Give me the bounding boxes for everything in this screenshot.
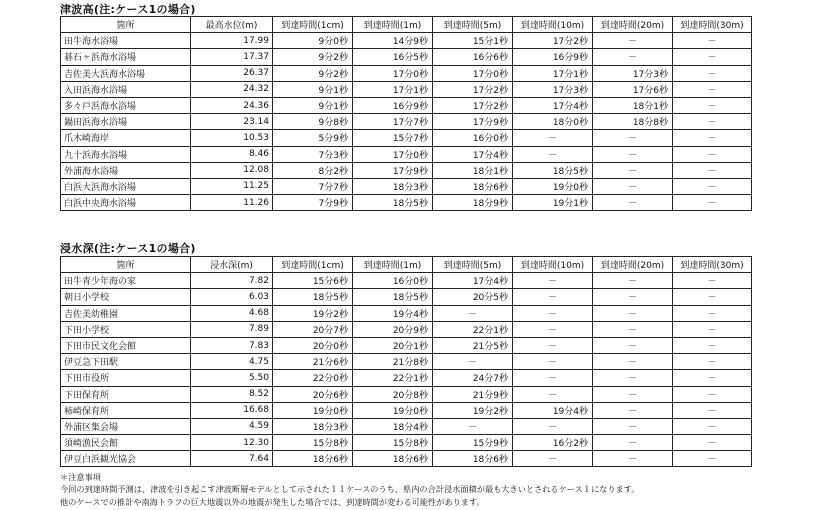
table-row	[61, 81, 752, 97]
arrival-time-cell: 17分6秒	[593, 81, 673, 97]
column-header: 到達時間(1m)	[353, 257, 433, 273]
arrival-time-cell: 17分3秒	[513, 81, 593, 97]
column-header: 到達時間(10m)	[513, 257, 593, 273]
arrival-time-cell: 17分9秒	[353, 162, 433, 178]
arrival-time-cell: 20分7秒	[273, 321, 353, 337]
table-row	[61, 386, 752, 402]
arrival-time-cell: 9分2秒	[273, 49, 353, 65]
arrival-time-cell: 15分1秒	[433, 33, 513, 49]
arrival-time-cell: －	[593, 386, 673, 402]
arrival-time-cell: 21分5秒	[433, 337, 513, 353]
arrival-time-cell: 15分6秒	[273, 273, 353, 289]
place-name-cell: 下田小学校	[61, 321, 191, 337]
level-value-cell: 4.68	[191, 305, 273, 321]
place-name-cell: 鍋田浜海水浴場	[61, 114, 191, 130]
arrival-time-cell: 18分3秒	[353, 178, 433, 194]
arrival-time-cell: －	[673, 273, 752, 289]
level-value-cell: 6.03	[191, 289, 273, 305]
arrival-time-cell: －	[513, 289, 593, 305]
arrival-time-cell: 9分1秒	[273, 81, 353, 97]
table-header-row	[61, 257, 752, 273]
arrival-time-cell: 15分8秒	[273, 435, 353, 451]
arrival-time-cell: 17分0秒	[353, 146, 433, 162]
level-value-cell: 11.26	[191, 195, 273, 211]
table-row	[61, 451, 752, 467]
arrival-time-cell: 17分2秒	[433, 81, 513, 97]
arrival-time-cell: －	[513, 370, 593, 386]
arrival-time-cell: 16分5秒	[353, 49, 433, 65]
arrival-time-cell: 18分5秒	[273, 289, 353, 305]
level-value-cell: 7.82	[191, 273, 273, 289]
notes-line: 他のケースでの推計や南海トラフの巨大地震以外の地震が発生した場合では、到達時間が変わる可能性があります。	[60, 496, 485, 507]
column-header: 浸水深(m)	[191, 257, 273, 273]
table-row	[61, 114, 752, 130]
arrival-time-cell: －	[673, 178, 752, 194]
arrival-time-cell: 17分9秒	[433, 114, 513, 130]
arrival-time-cell: －	[673, 354, 752, 370]
tsunami-height-table	[60, 16, 752, 211]
place-name-cell: 九十浜海水浴場	[61, 146, 191, 162]
level-value-cell: 17.99	[191, 33, 273, 49]
arrival-time-cell: 20分5秒	[433, 289, 513, 305]
arrival-time-cell: －	[673, 97, 752, 113]
inundation-depth-table	[60, 256, 752, 467]
column-header: 最高水位(m)	[191, 17, 273, 33]
column-header: 到達時間(10m)	[513, 17, 593, 33]
arrival-time-cell: －	[593, 130, 673, 146]
arrival-time-cell: 18分9秒	[433, 195, 513, 211]
arrival-time-cell: －	[433, 354, 513, 370]
place-name-cell: 多々戸浜海水浴場	[61, 97, 191, 113]
table-row	[61, 418, 752, 434]
arrival-time-cell: －	[433, 418, 513, 434]
tsunami-height-title: 津波高(注:ケース1の場合)	[60, 3, 196, 16]
arrival-time-cell: －	[433, 305, 513, 321]
arrival-time-cell: 20分8秒	[353, 386, 433, 402]
column-header: 到達時間(20m)	[593, 17, 673, 33]
arrival-time-cell: 18分4秒	[353, 418, 433, 434]
arrival-time-cell: 21分9秒	[433, 386, 513, 402]
level-value-cell: 5.50	[191, 370, 273, 386]
arrival-time-cell: －	[673, 386, 752, 402]
arrival-time-cell: －	[673, 81, 752, 97]
place-name-cell: 外浦海水浴場	[61, 162, 191, 178]
table-row	[61, 321, 752, 337]
arrival-time-cell: 19分1秒	[513, 195, 593, 211]
arrival-time-cell: 18分1秒	[433, 162, 513, 178]
table-row	[61, 370, 752, 386]
place-name-cell: 伊豆急下田駅	[61, 354, 191, 370]
arrival-time-cell: 15分8秒	[353, 435, 433, 451]
level-value-cell: 8.46	[191, 146, 273, 162]
arrival-time-cell: －	[673, 305, 752, 321]
arrival-time-cell: －	[673, 337, 752, 353]
arrival-time-cell: －	[673, 130, 752, 146]
arrival-time-cell: －	[513, 418, 593, 434]
table-row	[61, 195, 752, 211]
column-header: 到達時間(1cm)	[273, 17, 353, 33]
place-name-cell: 入田浜海水浴場	[61, 81, 191, 97]
level-value-cell: 10.53	[191, 130, 273, 146]
arrival-time-cell: 19分2秒	[273, 305, 353, 321]
arrival-time-cell: －	[593, 354, 673, 370]
arrival-time-cell: 17分0秒	[353, 65, 433, 81]
arrival-time-cell: －	[593, 178, 673, 194]
arrival-time-cell: 9分2秒	[273, 65, 353, 81]
arrival-time-cell: 21分8秒	[353, 354, 433, 370]
arrival-time-cell: 17分1秒	[353, 81, 433, 97]
arrival-time-cell: －	[673, 321, 752, 337]
table-header-row	[61, 17, 752, 33]
place-name-cell: 下田市役所	[61, 370, 191, 386]
arrival-time-cell: 16分9秒	[513, 49, 593, 65]
column-header: 箇所	[61, 257, 191, 273]
arrival-time-cell: 20分6秒	[273, 386, 353, 402]
column-header: 到達時間(30m)	[673, 17, 752, 33]
arrival-time-cell: 16分6秒	[433, 49, 513, 65]
level-value-cell: 8.52	[191, 386, 273, 402]
arrival-time-cell: －	[513, 354, 593, 370]
arrival-time-cell: －	[673, 162, 752, 178]
arrival-time-cell: －	[513, 130, 593, 146]
arrival-time-cell: 17分3秒	[593, 65, 673, 81]
arrival-time-cell: 17分4秒	[513, 97, 593, 113]
level-value-cell: 26.37	[191, 65, 273, 81]
arrival-time-cell: －	[673, 49, 752, 65]
level-value-cell: 17.37	[191, 49, 273, 65]
table-row	[61, 435, 752, 451]
arrival-time-cell: －	[513, 305, 593, 321]
level-value-cell: 4.75	[191, 354, 273, 370]
arrival-time-cell: －	[513, 386, 593, 402]
level-value-cell: 16.68	[191, 402, 273, 418]
place-name-cell: 吉佐美幼稚園	[61, 305, 191, 321]
arrival-time-cell: 18分3秒	[273, 418, 353, 434]
arrival-time-cell: 17分2秒	[433, 97, 513, 113]
place-name-cell: 伊豆白浜観光協会	[61, 451, 191, 467]
arrival-time-cell: 9分0秒	[273, 33, 353, 49]
level-value-cell: 7.64	[191, 451, 273, 467]
place-name-cell: 田牛海水浴場	[61, 33, 191, 49]
arrival-time-cell: 19分2秒	[433, 402, 513, 418]
level-value-cell: 24.36	[191, 97, 273, 113]
arrival-time-cell: 22分1秒	[433, 321, 513, 337]
table-row	[61, 97, 752, 113]
arrival-time-cell: 18分5秒	[353, 289, 433, 305]
column-header: 箇所	[61, 17, 191, 33]
arrival-time-cell: －	[673, 370, 752, 386]
level-value-cell: 7.83	[191, 337, 273, 353]
arrival-time-cell: 19分0秒	[513, 178, 593, 194]
arrival-time-cell: 17分4秒	[433, 273, 513, 289]
column-header: 到達時間(30m)	[673, 257, 752, 273]
arrival-time-cell: －	[673, 114, 752, 130]
arrival-time-cell: 7分7秒	[273, 178, 353, 194]
arrival-time-cell: －	[673, 33, 752, 49]
level-value-cell: 12.08	[191, 162, 273, 178]
arrival-time-cell: －	[513, 451, 593, 467]
level-value-cell: 7.89	[191, 321, 273, 337]
arrival-time-cell: －	[593, 435, 673, 451]
place-name-cell: 吉佐美大浜海水浴場	[61, 65, 191, 81]
arrival-time-cell: 19分4秒	[513, 402, 593, 418]
table-row	[61, 273, 752, 289]
arrival-time-cell: －	[513, 146, 593, 162]
arrival-time-cell: －	[593, 370, 673, 386]
level-value-cell: 12.30	[191, 435, 273, 451]
arrival-time-cell: 5分9秒	[273, 130, 353, 146]
arrival-time-cell: －	[593, 337, 673, 353]
level-value-cell: 23.14	[191, 114, 273, 130]
arrival-time-cell: 24分7秒	[433, 370, 513, 386]
arrival-time-cell: －	[513, 321, 593, 337]
arrival-time-cell: 16分2秒	[513, 435, 593, 451]
arrival-time-cell: 15分7秒	[353, 130, 433, 146]
arrival-time-cell: 20分1秒	[353, 337, 433, 353]
arrival-time-cell: 19分0秒	[273, 402, 353, 418]
notes-heading: ＊注意事項	[60, 472, 101, 482]
column-header: 到達時間(1m)	[353, 17, 433, 33]
arrival-time-cell: 18分1秒	[593, 97, 673, 113]
arrival-time-cell: 17分4秒	[433, 146, 513, 162]
table-row	[61, 130, 752, 146]
arrival-time-cell: －	[513, 273, 593, 289]
arrival-time-cell: 17分0秒	[433, 65, 513, 81]
table-row	[61, 49, 752, 65]
arrival-time-cell: 19分4秒	[353, 305, 433, 321]
place-name-cell: 白浜大浜海水浴場	[61, 178, 191, 194]
arrival-time-cell: 18分0秒	[513, 114, 593, 130]
arrival-time-cell: 16分9秒	[353, 97, 433, 113]
arrival-time-cell: －	[593, 402, 673, 418]
place-name-cell: 朝日小学校	[61, 289, 191, 305]
arrival-time-cell: 18分5秒	[513, 162, 593, 178]
arrival-time-cell: 7分9秒	[273, 195, 353, 211]
arrival-time-cell: －	[593, 451, 673, 467]
arrival-time-cell: －	[673, 402, 752, 418]
column-header: 到達時間(5m)	[433, 257, 513, 273]
arrival-time-cell: －	[593, 146, 673, 162]
table-row	[61, 65, 752, 81]
arrival-time-cell: 20分9秒	[353, 321, 433, 337]
arrival-time-cell: 18分5秒	[353, 195, 433, 211]
table-row	[61, 305, 752, 321]
table-row	[61, 178, 752, 194]
arrival-time-cell: －	[673, 289, 752, 305]
table-row	[61, 354, 752, 370]
arrival-time-cell: －	[593, 289, 673, 305]
arrival-time-cell: 17分1秒	[513, 65, 593, 81]
place-name-cell: 柿崎保育所	[61, 402, 191, 418]
arrival-time-cell: 17分7秒	[353, 114, 433, 130]
arrival-time-cell: －	[593, 195, 673, 211]
place-name-cell: 下田市民文化会館	[61, 337, 191, 353]
arrival-time-cell: －	[593, 321, 673, 337]
arrival-time-cell: 22分1秒	[353, 370, 433, 386]
notes-section	[60, 471, 820, 508]
place-name-cell: 田牛青少年海の家	[61, 273, 191, 289]
arrival-time-cell: 21分6秒	[273, 354, 353, 370]
arrival-time-cell: 15分9秒	[433, 435, 513, 451]
arrival-time-cell: －	[593, 33, 673, 49]
place-name-cell: 下田保育所	[61, 386, 191, 402]
inundation-depth-title: 浸水深(注:ケース1の場合)	[60, 242, 196, 255]
arrival-time-cell: 9分8秒	[273, 114, 353, 130]
arrival-time-cell: －	[593, 273, 673, 289]
arrival-time-cell: 18分8秒	[593, 114, 673, 130]
arrival-time-cell: 8分2秒	[273, 162, 353, 178]
arrival-time-cell: －	[593, 162, 673, 178]
table-row	[61, 289, 752, 305]
arrival-time-cell: 22分0秒	[273, 370, 353, 386]
arrival-time-cell: 16分0秒	[433, 130, 513, 146]
level-value-cell: 11.25	[191, 178, 273, 194]
arrival-time-cell: 19分0秒	[353, 402, 433, 418]
place-name-cell: 須崎漁民会館	[61, 435, 191, 451]
arrival-time-cell: －	[673, 146, 752, 162]
arrival-time-cell: －	[673, 418, 752, 434]
arrival-time-cell: 17分2秒	[513, 33, 593, 49]
notes-line: 今回の到達時間予測は、津波を引き起こす津波断層モデルとして示された１１ケースのうち、県内の合計浸水面積が最も大きいとされるケース１になります。	[60, 484, 640, 495]
arrival-time-cell: 18分6秒	[433, 178, 513, 194]
place-name-cell: 碁石ヶ浜海水浴場	[61, 49, 191, 65]
arrival-time-cell: 7分3秒	[273, 146, 353, 162]
table-row	[61, 146, 752, 162]
column-header: 到達時間(20m)	[593, 257, 673, 273]
place-name-cell: 白浜中央海水浴場	[61, 195, 191, 211]
place-name-cell: 爪木崎海岸	[61, 130, 191, 146]
arrival-time-cell: －	[673, 435, 752, 451]
table-row	[61, 162, 752, 178]
arrival-time-cell: 18分6秒	[273, 451, 353, 467]
arrival-time-cell: 20分0秒	[273, 337, 353, 353]
table-row	[61, 337, 752, 353]
column-header: 到達時間(1cm)	[273, 257, 353, 273]
arrival-time-cell: －	[673, 195, 752, 211]
arrival-time-cell: 18分6秒	[353, 451, 433, 467]
arrival-time-cell: －	[593, 418, 673, 434]
arrival-time-cell: －	[593, 49, 673, 65]
table-row	[61, 33, 752, 49]
level-value-cell: 24.32	[191, 81, 273, 97]
arrival-time-cell: 14分9秒	[353, 33, 433, 49]
arrival-time-cell: －	[673, 65, 752, 81]
arrival-time-cell: －	[673, 451, 752, 467]
arrival-time-cell: 9分1秒	[273, 97, 353, 113]
arrival-time-cell: －	[593, 305, 673, 321]
table-row	[61, 402, 752, 418]
arrival-time-cell: 18分6秒	[433, 451, 513, 467]
level-value-cell: 4.59	[191, 418, 273, 434]
arrival-time-cell: －	[513, 337, 593, 353]
column-header: 到達時間(5m)	[433, 17, 513, 33]
place-name-cell: 外浦区集会場	[61, 418, 191, 434]
arrival-time-cell: 16分0秒	[353, 273, 433, 289]
